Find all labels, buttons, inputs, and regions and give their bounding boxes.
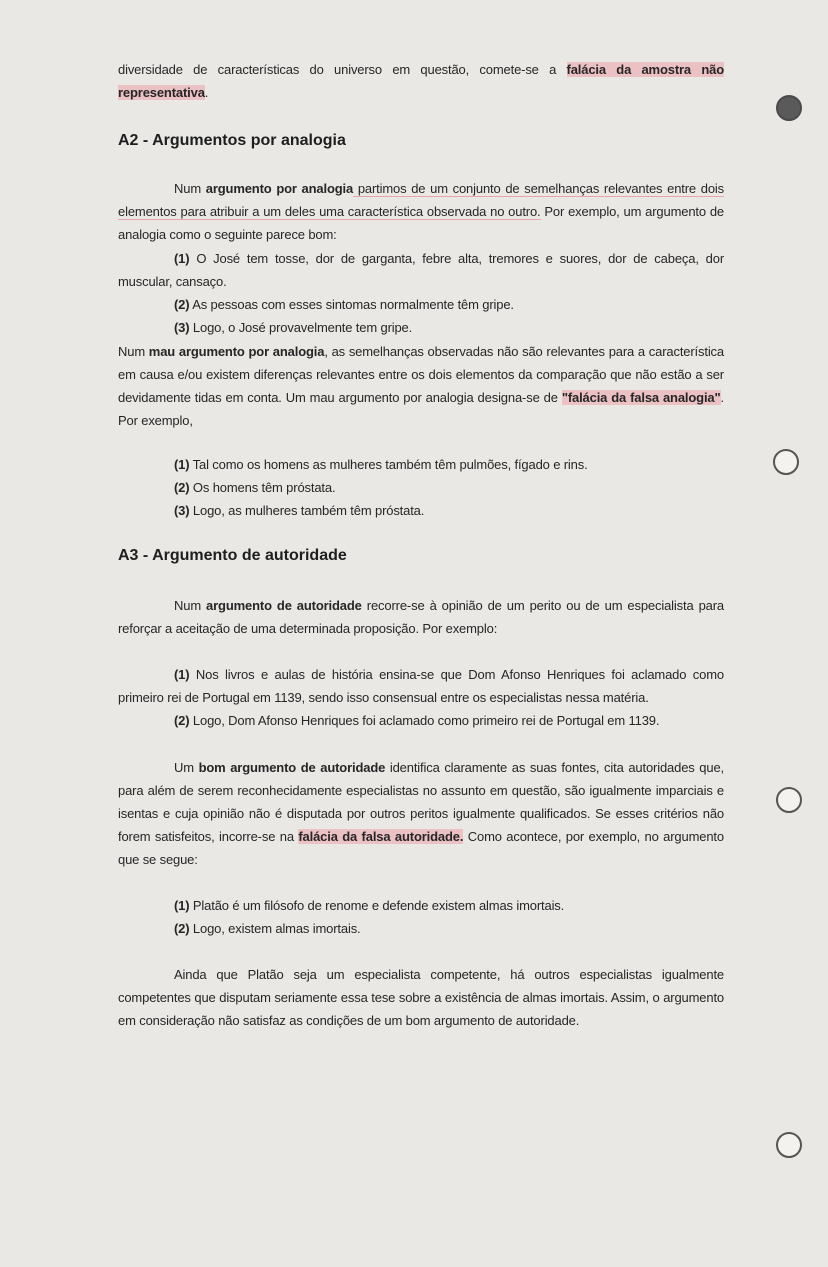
item-number: (2)	[174, 921, 190, 936]
item-number: (3)	[174, 320, 190, 335]
text: , as semelhanças observadas não são relevantes para a característica em causa e/ou existem diferenças relevantes entre os dois elementos da comparação que não estão a ser devidamente tidas em conta. Um mau argumento por analogia designa-se de	[118, 344, 724, 405]
item-number: (1)	[174, 457, 190, 472]
example-item	[118, 247, 724, 293]
a3-plato-example	[118, 894, 780, 940]
item-number: (1)	[174, 251, 190, 266]
item-number: (3)	[174, 503, 190, 518]
heading-a2: A2 - Argumentos por analogia	[118, 132, 346, 149]
punch-hole-icon	[776, 787, 802, 813]
item-text: Tal como os homens as mulheres também têm pulmões, fígado e rins.	[189, 457, 588, 472]
text: identifica claramente as suas fontes, cita autoridades que, para além de serem reconhecidamente especialistas no assunto em questão, são igualmente imparciais e isentas e cuja opinião não é disputada por outros peritos igualmente qualificados. Se esses critérios não forem satisfeitos, incorre-se na	[118, 760, 724, 844]
a2-paragraph-1	[118, 177, 724, 246]
heading-a3: A3 - Argumento de autoridade	[118, 547, 347, 564]
item-text: Platão é um filósofo de renome e defende existem almas imortais.	[189, 898, 565, 913]
item-text: As pessoas com esses sintomas normalmente têm gripe.	[189, 297, 514, 312]
intro-text: diversidade de características do universo em questão, comete-se a	[118, 62, 567, 77]
example-item	[174, 499, 780, 522]
a3-paragraph-1	[118, 594, 724, 640]
text: Por exemplo, um argumento de analogia como o seguinte parece bom:	[118, 204, 724, 242]
example-item	[118, 709, 724, 732]
a3-example	[118, 663, 724, 732]
punch-hole-icon	[776, 95, 802, 121]
punch-hole-icon	[773, 449, 799, 475]
highlighted-term: falácia da amostra não representativa	[118, 62, 725, 100]
example-item	[174, 917, 780, 940]
item-number: (2)	[174, 480, 190, 495]
item-number: (1)	[174, 667, 190, 682]
a2-paragraph-2	[118, 340, 724, 432]
punch-hole-icon	[776, 1132, 802, 1158]
text: Num	[174, 181, 206, 196]
bold-term: argumento por analogia	[205, 181, 354, 196]
item-number: (2)	[174, 297, 190, 312]
bold-term: argumento de autoridade	[206, 598, 362, 613]
text: Como acontece, por exemplo, no argumento que se segue:	[118, 829, 724, 867]
a3-paragraph-2	[118, 756, 724, 871]
example-item	[174, 453, 780, 476]
text: Num	[118, 344, 149, 359]
intro-paragraph	[118, 58, 724, 104]
example-item	[118, 663, 724, 709]
item-text: Logo, o José provavelmente tem gripe.	[189, 320, 413, 335]
bold-term: mau argumento por analogia	[148, 344, 325, 359]
example-item	[174, 476, 780, 499]
highlighted-term: "falácia da falsa analogia"	[561, 390, 721, 405]
example-item	[118, 293, 724, 316]
a3-paragraph-3: Ainda que Platão seja um especialista competente, há outros especialistas igualmente competentes que disputam seriamente essa tese sobre a existência de almas imortais. Assim, o argumento em consideração não satisfaz as condições de um bom argumento de autoridade.	[118, 967, 724, 1028]
a2-good-example	[118, 247, 724, 339]
text: Num	[174, 598, 207, 613]
item-text: Nos livros e aulas de história ensina-se que Dom Afonso Henriques foi aclamado como primeiro rei de Portugal em 1139, sendo isso consensual entre os especialistas nessa matéria.	[118, 667, 724, 705]
item-number: (2)	[174, 713, 190, 728]
example-item	[174, 894, 780, 917]
item-text: O José tem tosse, dor de garganta, febre alta, tremores e suores, dor de cabeça, dor muscular, cansaço.	[118, 251, 724, 289]
example-item	[118, 316, 724, 339]
item-number: (1)	[174, 898, 190, 913]
item-text: Logo, existem almas imortais.	[189, 921, 361, 936]
item-text: Os homens têm próstata.	[189, 480, 336, 495]
text: . Por exemplo,	[118, 390, 724, 428]
item-text: Logo, Dom Afonso Henriques foi aclamado como primeiro rei de Portugal em 1139.	[189, 713, 660, 728]
item-text: Logo, as mulheres também têm próstata.	[189, 503, 425, 518]
text: Um	[174, 760, 199, 775]
highlighted-term: falácia da falsa autoridade.	[298, 829, 464, 844]
text: recorre-se à opinião de um perito ou de um especialista para reforçar a aceitação de uma determinada proposição. Por exemplo:	[118, 598, 724, 636]
intro-end: .	[204, 85, 209, 100]
a2-bad-example	[118, 453, 780, 522]
bold-term: bom argumento de autoridade	[198, 760, 386, 775]
underlined-text: partimos de um conjunto de semelhanças relevantes entre dois elementos para atribuir a um deles uma característica observada no outro.	[118, 181, 725, 219]
